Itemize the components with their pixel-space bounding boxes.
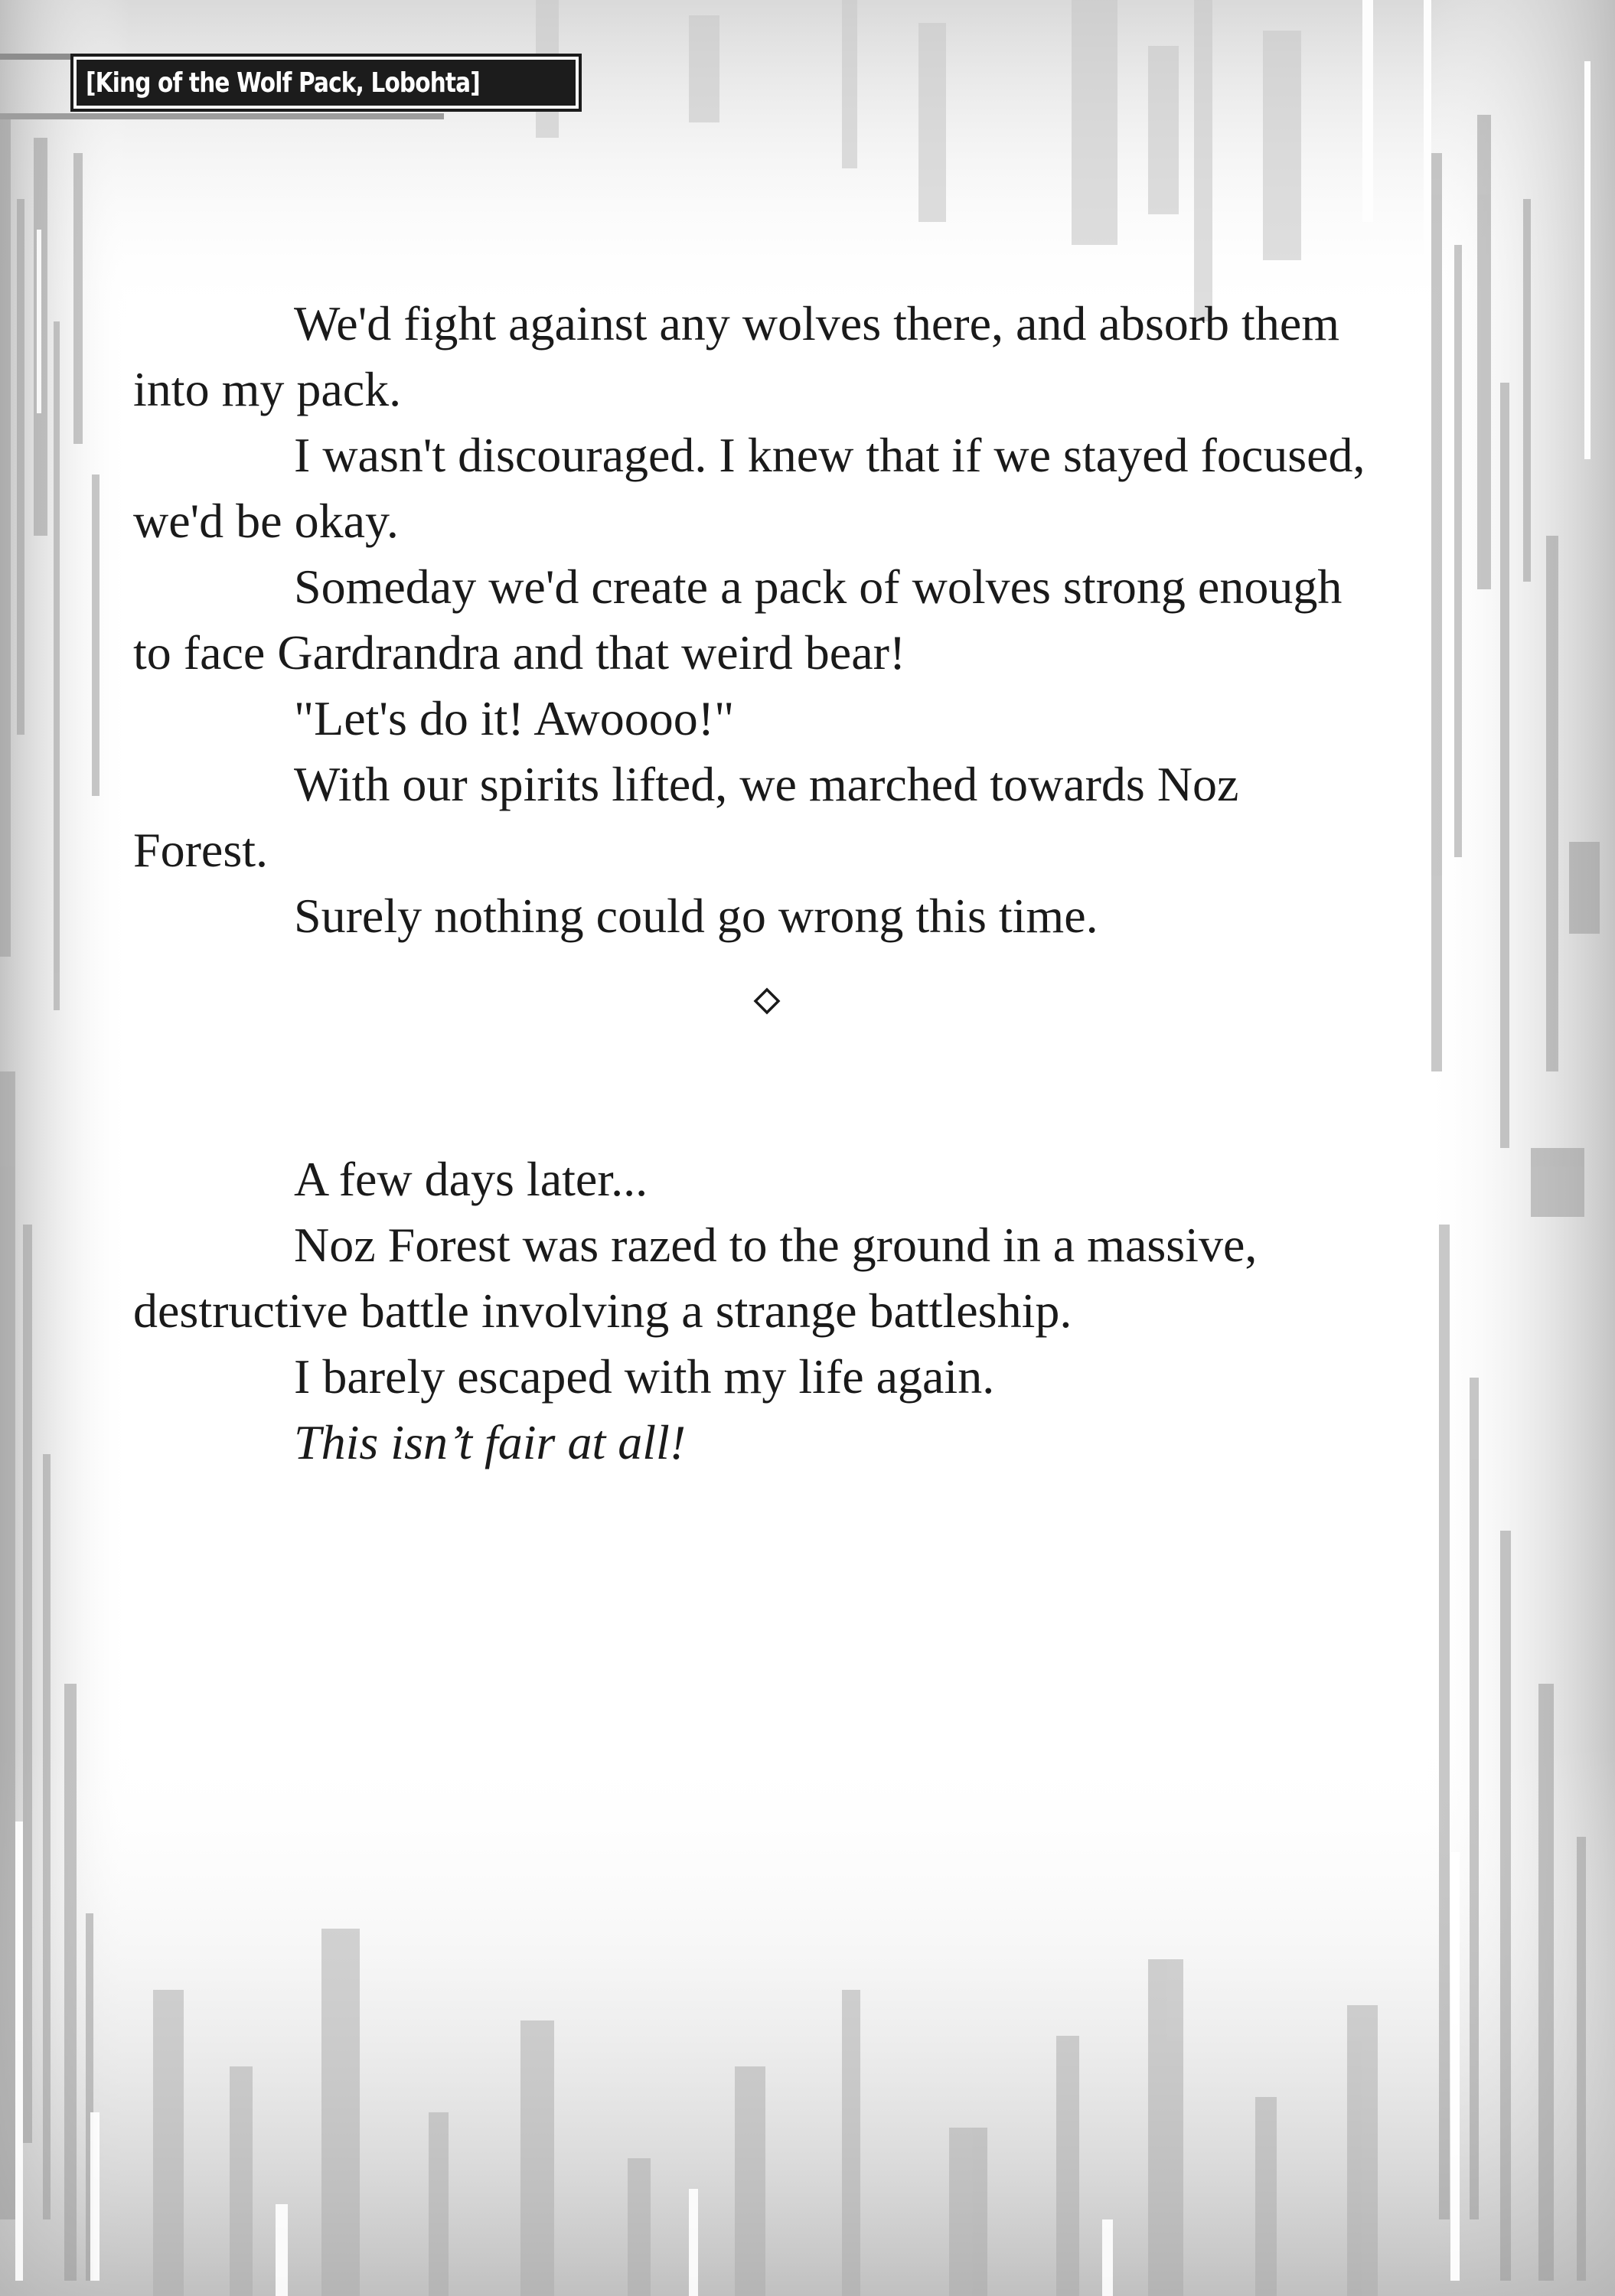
paragraph-italic: This isn’t fair at all! — [294, 1415, 687, 1469]
header-accent-bar-bottom — [0, 113, 444, 119]
paragraph: Someday we'd create a pack of wolves strong enough to face Gardrandra and that weird bear! — [133, 559, 1343, 680]
paragraph: A few days later... — [294, 1152, 648, 1206]
scene-separator — [133, 949, 1373, 1146]
chapter-header-text: [King of the Wolf Pack, Lobohta] — [86, 67, 480, 99]
paragraph: Surely nothing could go wrong this time. — [294, 889, 1098, 943]
chapter-header — [73, 57, 579, 109]
paragraph: Noz Forest was razed to the ground in a massive, destructive battle involving a strange battleship. — [133, 1218, 1258, 1338]
diamond-icon — [753, 987, 781, 1015]
paragraph: "Let's do it! Awoooo!" — [294, 691, 735, 745]
paragraph: I barely escaped with my life again. — [294, 1349, 995, 1404]
paragraph: I wasn't discouraged. I knew that if we stayed focused, we'd be okay. — [133, 428, 1365, 548]
paragraph: We'd fight against any wolves there, and absorb them into my pack. — [133, 296, 1339, 416]
paragraph: With our spirits lifted, we marched towards Noz Forest. — [133, 757, 1239, 877]
body-text — [133, 291, 1373, 1476]
